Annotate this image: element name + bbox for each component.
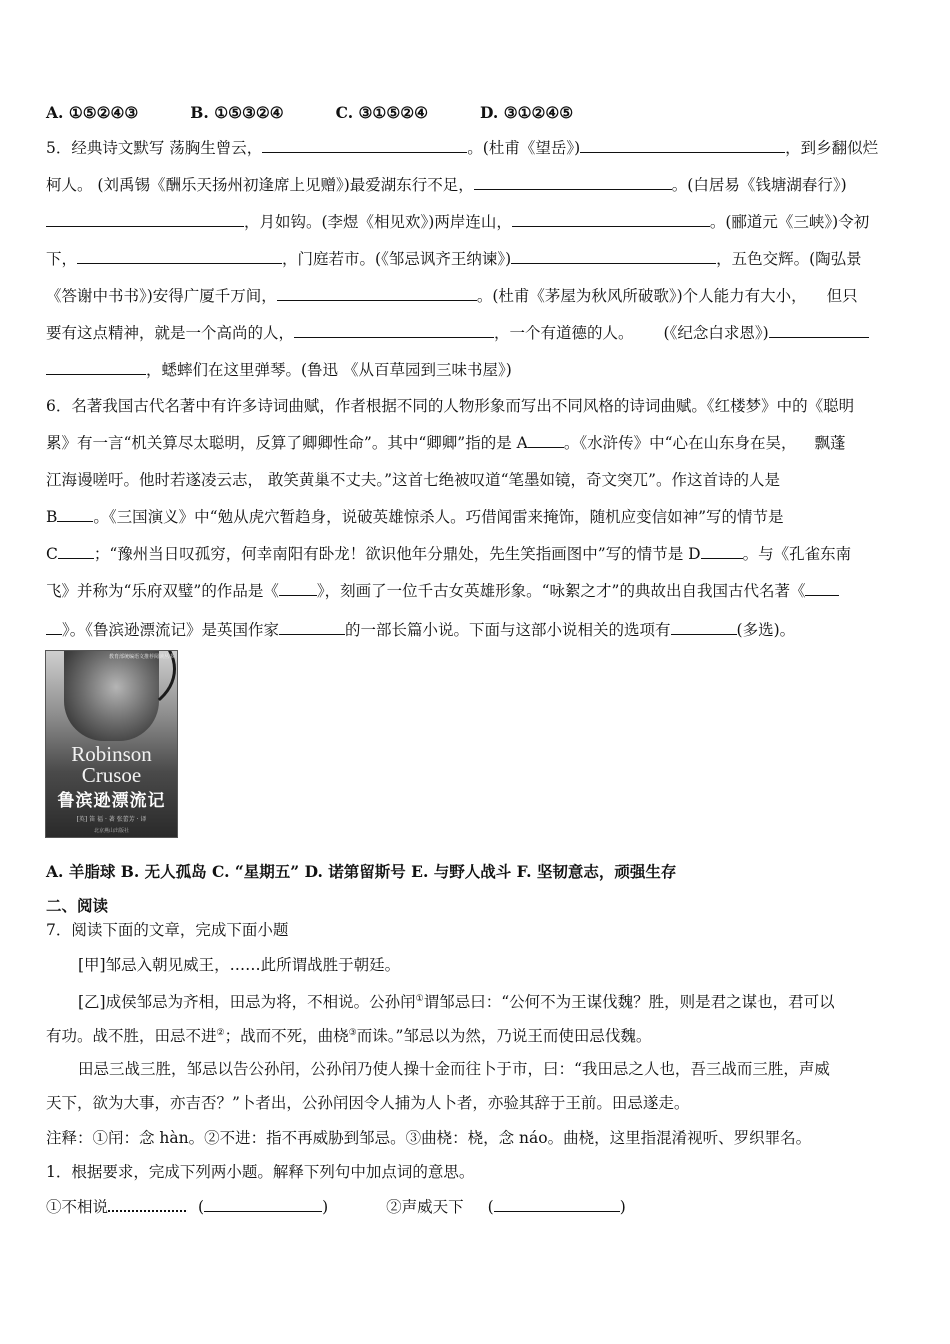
q6-line-7: 》。《鲁滨逊漂流记》是英国作家 的一部长篇小说。下面与这部小说相关的选项有 (多选)。 [46, 620, 908, 640]
blank[interactable] [262, 138, 467, 153]
cover-title-cn: 鲁滨逊漂流记 [57, 791, 166, 811]
blank[interactable] [580, 138, 785, 153]
q6-options: A. 羊脂球 B. 无人孤岛 C. “星期五” D. 诺第留斯号 E. 与野人战斗 F. 坚韧意志，顽强生存 [46, 862, 677, 881]
answer-blank-1[interactable] [204, 1197, 322, 1212]
blank[interactable] [279, 620, 345, 635]
blank[interactable] [511, 249, 716, 264]
blank[interactable] [46, 620, 62, 635]
q5-line-4: 下， ，门庭若市。(《邹忌讽齐王纳谏》) ，五色交辉。(陶弘景 [46, 250, 862, 268]
robinson-crusoe-book-cover-image [45, 650, 178, 838]
passage-p3-line-1: 田忌三战三胜，邹忌以告公孙闬，公孙闬乃使人操十金而往卜于市，曰：“我田忌之人也，吾三战而三胜，声威 [78, 1060, 830, 1078]
q7-prompt: 7．阅读下面的文章，完成下面小题 [46, 921, 289, 939]
blank[interactable] [46, 212, 244, 227]
q6-line-1: 6．名著我国古代名著中有许多诗词曲赋，作者根据不同的人物形象而写出不同风格的诗词曲赋。《红楼梦》中的《聪明 [46, 397, 855, 415]
emphasis-dots [108, 1196, 186, 1212]
q5-line-5: 《答谢中书书》)安得广厦千万间， 。(杜甫《茅屋为秋风所破歌》)个人能力有大小， 但只 [46, 287, 858, 305]
passage-jia: [甲]邹忌入朝见威王，……此所谓战胜于朝廷。 [78, 956, 401, 974]
section-heading: 二、阅读 [46, 896, 109, 915]
answer-blank-2[interactable] [494, 1197, 620, 1212]
q4-options [46, 103, 908, 123]
cover-title-en-2: Crusoe [81, 763, 142, 787]
q6-line-3: 江海谩嗟吁。他时若遂凌云志， 敢笑黄巢不丈夫。”这首七绝被叹道“笔墨如镜，奇文突兀”。作这首诗的人是 [46, 471, 780, 489]
cover-publisher: 北京燕山出版社 [93, 828, 129, 834]
blank[interactable] [46, 360, 146, 375]
blank-b[interactable] [57, 507, 93, 522]
option-c: C. ③①⑤②④ [335, 103, 429, 122]
blank[interactable] [279, 581, 317, 596]
option-a: A. ①⑤②④③ [46, 103, 139, 122]
item-2-prefix: ②声威天下 [386, 1198, 464, 1216]
option-d: D. ③①②④⑤ [480, 103, 574, 122]
annotations: 注释：①闬：念 hàn。②不进：指不再威胁到邹忌。③曲桡：桡，念 náo。曲桡，这里指混淆视听、罗织罪名。 [46, 1129, 812, 1147]
q5-line-2: 柯人。 (刘禹锡《酬乐天扬州初逢席上见赠》)最爱湖东行不足， 。(白居易《钱塘湖春行》) [46, 176, 847, 194]
passage-yi-line-1: [乙]成侯邹忌为齐相，田忌为将，不相说。公孙闬①谓邹忌曰：“公何不为王谋伐魏？胜，则是君之谋也，君可以 [78, 993, 835, 1012]
blank[interactable] [512, 212, 710, 227]
cover-author-line: [英] 笛 福 · 著 张蕾芳 · 译 [76, 816, 147, 823]
blank-d[interactable] [701, 544, 743, 559]
q5-line-1: 5．经典诗文默写 荡胸生曾云， 。(杜甫《望岳》) ，到乡翻似烂 [46, 139, 879, 157]
blank[interactable] [277, 286, 477, 301]
q5-line-3: ，月如钩。(李煜《相见欢》)两岸连山， 。(郦道元《三峡》)令初 [46, 212, 908, 232]
blank[interactable] [805, 581, 839, 596]
q5-line-7: ，蟋蟀们在这里弹琴。(鲁迅 《从百草园到三味书屋》) [46, 360, 908, 380]
sub-items: ①不相说 ( ) ②声威天下 ( ) [46, 1198, 626, 1216]
blank[interactable] [77, 249, 282, 264]
q6-line-6: 飞》并称为“乐府双璧”的作品是《 》，刻画了一位千古女英雄形象。“咏絮之才”的典故出自我国古代名著《 [46, 581, 908, 601]
item-1-prefix: ①不相说 [46, 1198, 109, 1216]
q6-line-5: C ；“豫州当日叹孤穷，何幸南阳有卧龙！欲识他年分鼎处，先生笑指画图中”写的情节是 D 。与《孔雀东南 [46, 545, 852, 563]
cover-series-text: 教育部统编语文推荐阅读丛书 [108, 654, 174, 660]
sub-question-1: 1．根据要求，完成下列两小题。解释下列句中加点词的意思。 [46, 1163, 475, 1181]
passage-p3-line-2: 天下，欲为大事，亦吉否？”卜者出，公孙闬因令人捕为人卜者，亦验其辞于王前。田忌遂走。 [46, 1094, 690, 1112]
blank-c[interactable] [58, 544, 94, 559]
blank[interactable] [294, 323, 494, 338]
passage-yi-line-2: 有功。战不胜，田忌不进②；战而不死，曲桡③而诛。”邹忌以为然，乃说王而使田忌伐魏。 [46, 1027, 652, 1046]
q5-line-6: 要有这点精神，就是一个高尚的人， ，一个有道德的人。 (《纪念白求恩》) [46, 323, 908, 343]
q6-line-4: B 。《三国演义》中“勉从虎穴暂趋身，说破英雄惊杀人。巧借闻雷来掩饰，随机应变信如神”写的情节是 [46, 508, 784, 526]
option-b: B. ①⑤③②④ [190, 103, 284, 122]
blank[interactable] [671, 620, 737, 635]
cover-title-en-1: Robinson [71, 742, 152, 766]
blank[interactable] [474, 175, 672, 190]
blank-a[interactable] [528, 433, 564, 448]
q6-line-2: 累》有一言“机关算尽太聪明，反算了卿卿性命”。其中“卿卿”指的是 A 。《水浒传》中“心在山东身在吴， 飘蓬 [46, 434, 846, 452]
blank[interactable] [769, 323, 869, 338]
